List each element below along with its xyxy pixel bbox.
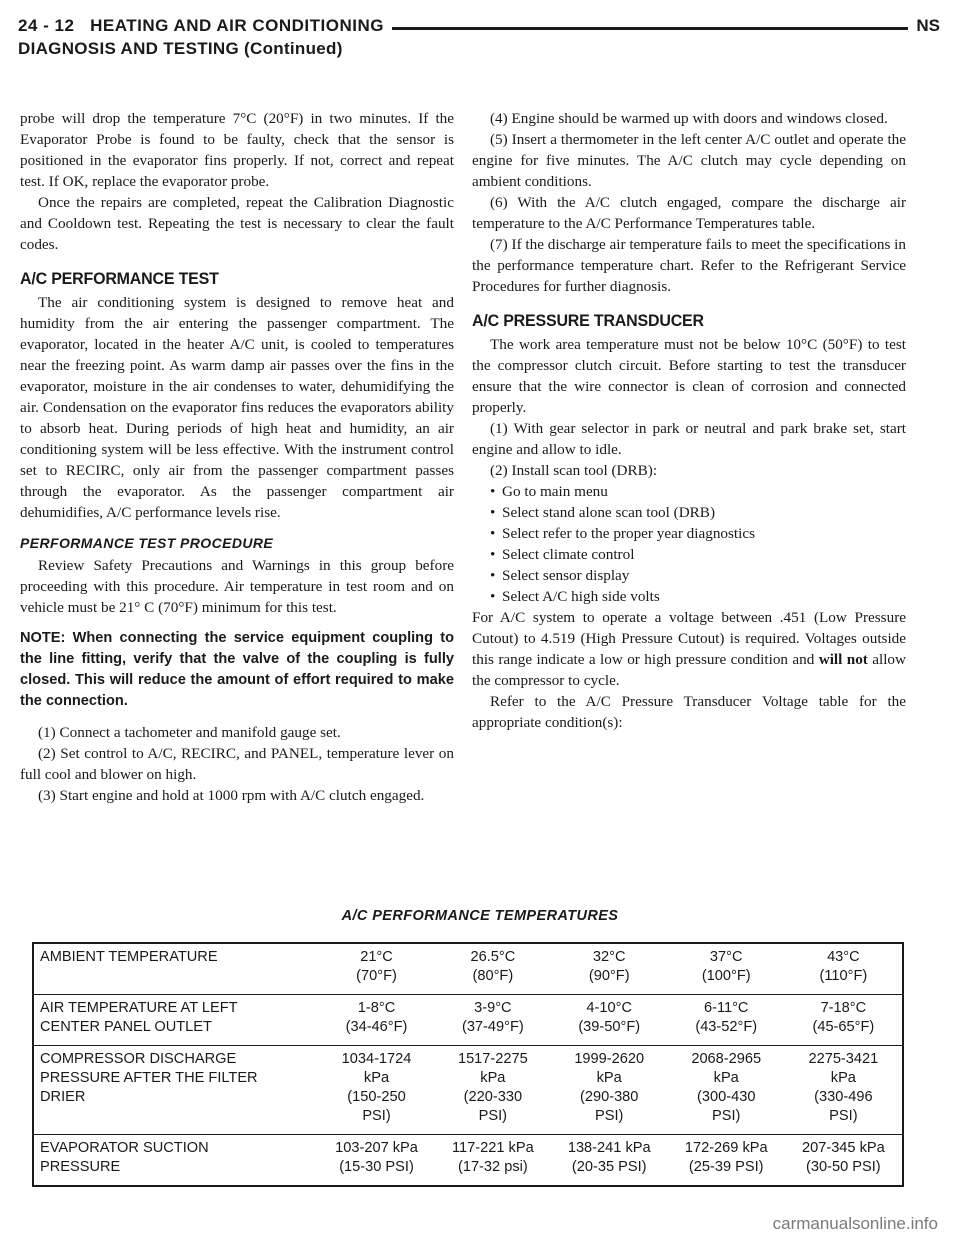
cell-line: 207-345 kPa (801, 1140, 885, 1156)
cell-line: 21°C (360, 949, 393, 965)
table-cell (668, 1135, 785, 1187)
paragraph-text: For A/C system to operate a voltage between .451 (Low Pressure Cutout) to 4.519 (High Pressure Cutout) is required. Voltages outside this range indicate a low or high pressure condition and (472, 609, 906, 668)
list-item-text: Select climate control (502, 546, 635, 563)
table-cell (785, 1135, 903, 1187)
table-cell (551, 995, 668, 1046)
cell-line: 1517-2275 (457, 1051, 528, 1067)
step: (4) Engine should be warmed up with doors and windows closed. (490, 110, 888, 127)
cell-line: (20-35 PSI) (571, 1159, 647, 1175)
section-subtitle: DIAGNOSIS AND TESTING (Continued) (18, 39, 343, 58)
cell-line: (15-30 PSI) (339, 1159, 414, 1175)
cell-line: kPa (830, 1070, 856, 1086)
cell-line: PSI) (362, 1108, 391, 1124)
paragraph: probe will drop the temperature 7°C (20°F) in two minutes. If the Evaporator Probe is found to be faulty, check that the sensor is positioned in the evaporator fins properly. If not, correct and repeat test. If OK, replace the evaporator probe. (20, 110, 454, 190)
list-item-text: Select stand alone scan tool (DRB) (502, 504, 715, 521)
table-cell (435, 1046, 551, 1135)
cell-line: (25-39 PSI) (688, 1159, 764, 1175)
row-label-line: PRESSURE AFTER THE FILTER (40, 1070, 258, 1086)
step: (1) With gear selector in park or neutral and park brake set, start engine and allow to idle. (472, 420, 906, 458)
table-cell (318, 943, 435, 995)
cell-line: 2275-3421 (808, 1051, 879, 1067)
chapter-title: HEATING AND AIR CONDITIONING (90, 16, 384, 35)
cell-line: (110°F) (819, 968, 868, 984)
heading-test-procedure: PERFORMANCE TEST PROCEDURE (20, 535, 274, 551)
cell-line: kPa (363, 1070, 390, 1086)
table-cell (785, 995, 903, 1046)
list-item (490, 523, 906, 544)
table-cell (435, 943, 551, 995)
heading-pressure-transducer: A/C PRESSURE TRANSDUCER (472, 312, 704, 331)
paragraph: The air conditioning system is designed to remove heat and humidity from the air entering the passenger compartment. The evaporator, located in the heater A/C unit, is cooled to temperatures near the freezing point. As warm damp air passes over the fins in the evaporator, moisture in the air condenses to water, dehumidifying the air. Condensation on the evaporator fins reduces the evaporators ability to absorb heat. During periods of high heat and humidity, an air conditioning system will be less effective. With the instrument control set to RECIRC, only air from the passenger compartment passes through the evaporator. As the passenger compartment air dehumidifies, A/C performance levels rise. (20, 294, 454, 521)
row-label-line: AIR TEMPERATURE AT LEFT (40, 1000, 238, 1016)
page-number-title (18, 16, 392, 36)
model-code: NS (908, 16, 940, 36)
cell-line: PSI) (478, 1108, 508, 1124)
cell-line: 6-11°C (703, 1000, 749, 1016)
step: (2) Set control to A/C, RECIRC, and PANEL, temperature lever on full cool and blower on high. (20, 745, 454, 783)
cell-line: (30-50 PSI) (806, 1159, 881, 1175)
cell-line: kPa (480, 1070, 506, 1086)
cell-line: (80°F) (472, 968, 514, 984)
cell-line: PSI) (595, 1108, 624, 1124)
row-label (33, 943, 318, 995)
table-row (33, 995, 903, 1046)
row-label (33, 1046, 318, 1135)
list-item (490, 481, 906, 502)
cell-line: kPa (596, 1070, 622, 1086)
table-row (33, 1046, 903, 1135)
step: (6) With the A/C clutch engaged, compare the discharge air temperature to the A/C Performance Temperatures table. (472, 194, 906, 232)
table-cell (318, 1046, 435, 1135)
table-cell (668, 1046, 785, 1135)
table-cell (785, 1046, 903, 1135)
table-cell (551, 1046, 668, 1135)
step: (2) Install scan tool (DRB): (490, 462, 658, 479)
cell-line: (17-32 psi) (457, 1159, 528, 1175)
table-row (33, 1135, 903, 1187)
cell-line: PSI) (712, 1108, 741, 1124)
cell-line: (300-430 (697, 1089, 756, 1105)
row-label-line: DRIER (40, 1089, 86, 1105)
list-item (490, 565, 906, 586)
step: (3) Start engine and hold at 1000 rpm with A/C clutch engaged. (38, 787, 425, 804)
paragraph-text: allow the compressor to cycle. (472, 651, 906, 689)
page-number: 24 - 12 (18, 16, 75, 35)
bullet-icon: • (490, 588, 496, 605)
paragraph: The work area temperature must not be below 10°C (50°F) to test the compressor clutch circuit. Before starting to test the transducer ensure that the wire connector is clean of corrosion and connected properly. (472, 336, 906, 416)
cell-line: 1999-2620 (574, 1051, 645, 1067)
paragraph: Once the repairs are completed, repeat the Calibration Diagnostic and Cooldown test. Repeating the test is necessary to clear the fault codes. (20, 194, 454, 253)
cell-line: (150-250 (347, 1089, 406, 1105)
row-label-line: EVAPORATOR SUCTION (40, 1140, 209, 1156)
cell-line: (100°F) (701, 968, 751, 984)
cell-line: 32°C (592, 949, 626, 965)
watermark: carmanualsonline.info (772, 1214, 938, 1233)
step: (5) Insert a thermometer in the left center A/C outlet and operate the engine for five minutes. The A/C clutch may cycle depending on ambient conditions. (472, 131, 906, 190)
cell-line: (90°F) (588, 968, 630, 984)
list-item-text: Select refer to the proper year diagnostics (502, 525, 756, 542)
cell-line: 7-18°C (820, 1000, 867, 1016)
scan-tool-steps (472, 481, 906, 607)
bullet-icon: • (490, 546, 496, 563)
table-title: A/C PERFORMANCE TEMPERATURES (341, 908, 619, 924)
cell-line: 117-221 kPa (452, 1140, 534, 1156)
row-label-line: CENTER PANEL OUTLET (40, 1019, 212, 1035)
page-header (18, 16, 940, 56)
cell-line: 37°C (709, 949, 743, 965)
table-cell (318, 1135, 435, 1187)
list-item (490, 502, 906, 523)
cell-line: (37-49°F) (461, 1019, 524, 1035)
list-item (490, 586, 906, 607)
cell-line: (34-46°F) (345, 1019, 408, 1035)
paragraph (472, 607, 906, 691)
list-item (490, 544, 906, 565)
cell-line: kPa (713, 1070, 739, 1086)
row-label-line: PRESSURE (40, 1159, 121, 1175)
note: NOTE: When connecting the service equipment coupling to the line fitting, verify that the valve of the coupling is fully closed. This will reduce the amount of effort required to make the connection. (20, 630, 454, 709)
row-label (33, 995, 318, 1046)
cell-line: (43-52°F) (695, 1019, 758, 1035)
table-cell (785, 943, 903, 995)
paragraph: Refer to the A/C Pressure Transducer Voltage table for the appropriate condition(s): (472, 693, 906, 731)
cell-line: (290-380 (580, 1089, 639, 1105)
cell-line: 138-241 kPa (567, 1140, 651, 1156)
bullet-icon: • (490, 483, 496, 500)
cell-line: (70°F) (356, 968, 397, 984)
table-row (33, 943, 903, 995)
row-label-line: COMPRESSOR DISCHARGE (40, 1051, 237, 1067)
heading-performance-test: A/C PERFORMANCE TEST (20, 270, 219, 289)
list-item-text: Select A/C high side volts (502, 588, 660, 605)
cell-line: 26.5°C (470, 949, 516, 965)
cell-line: 4-10°C (586, 1000, 632, 1016)
right-column (472, 108, 906, 733)
cell-line: 43°C (827, 949, 860, 965)
bullet-icon: • (490, 525, 496, 542)
cell-line: 3-9°C (474, 1000, 512, 1016)
emphasis: will not (818, 651, 868, 668)
cell-line: 103-207 kPa (335, 1140, 418, 1156)
cell-line: 2068-2965 (691, 1051, 762, 1067)
cell-line: (330-496 (814, 1089, 873, 1105)
table-cell (668, 943, 785, 995)
table-cell (318, 995, 435, 1046)
performance-temperatures-table (32, 942, 904, 1187)
paragraph: Review Safety Precautions and Warnings in this group before proceeding with this procedure. Air temperature in test room and on vehicle must be 21° C (70°F) minimum for this test. (20, 557, 454, 616)
cell-line: (39-50°F) (578, 1019, 641, 1035)
table-cell (551, 1135, 668, 1187)
step: (1) Connect a tachometer and manifold gauge set. (38, 724, 341, 741)
list-item-text: Select sensor display (502, 567, 630, 584)
row-label-line: AMBIENT TEMPERATURE (40, 949, 218, 965)
cell-line: 1-8°C (357, 1000, 396, 1016)
table-cell (668, 995, 785, 1046)
step: (7) If the discharge air temperature fails to meet the specifications in the performance temperature chart. Refer to the Refrigerant Service Procedures for further diagnosis. (472, 236, 906, 295)
cell-line: (45-65°F) (812, 1019, 875, 1035)
table-cell (551, 943, 668, 995)
cell-line: 1034-1724 (341, 1051, 412, 1067)
row-label (33, 1135, 318, 1187)
left-column (20, 108, 454, 806)
cell-line: PSI) (829, 1108, 858, 1124)
table-cell (435, 1135, 551, 1187)
list-item-text: Go to main menu (502, 483, 608, 500)
bullet-icon: • (490, 504, 496, 521)
table-cell (435, 995, 551, 1046)
bullet-icon: • (490, 567, 496, 584)
cell-line: (220-330 (463, 1089, 523, 1105)
cell-line: 172-269 kPa (684, 1140, 768, 1156)
